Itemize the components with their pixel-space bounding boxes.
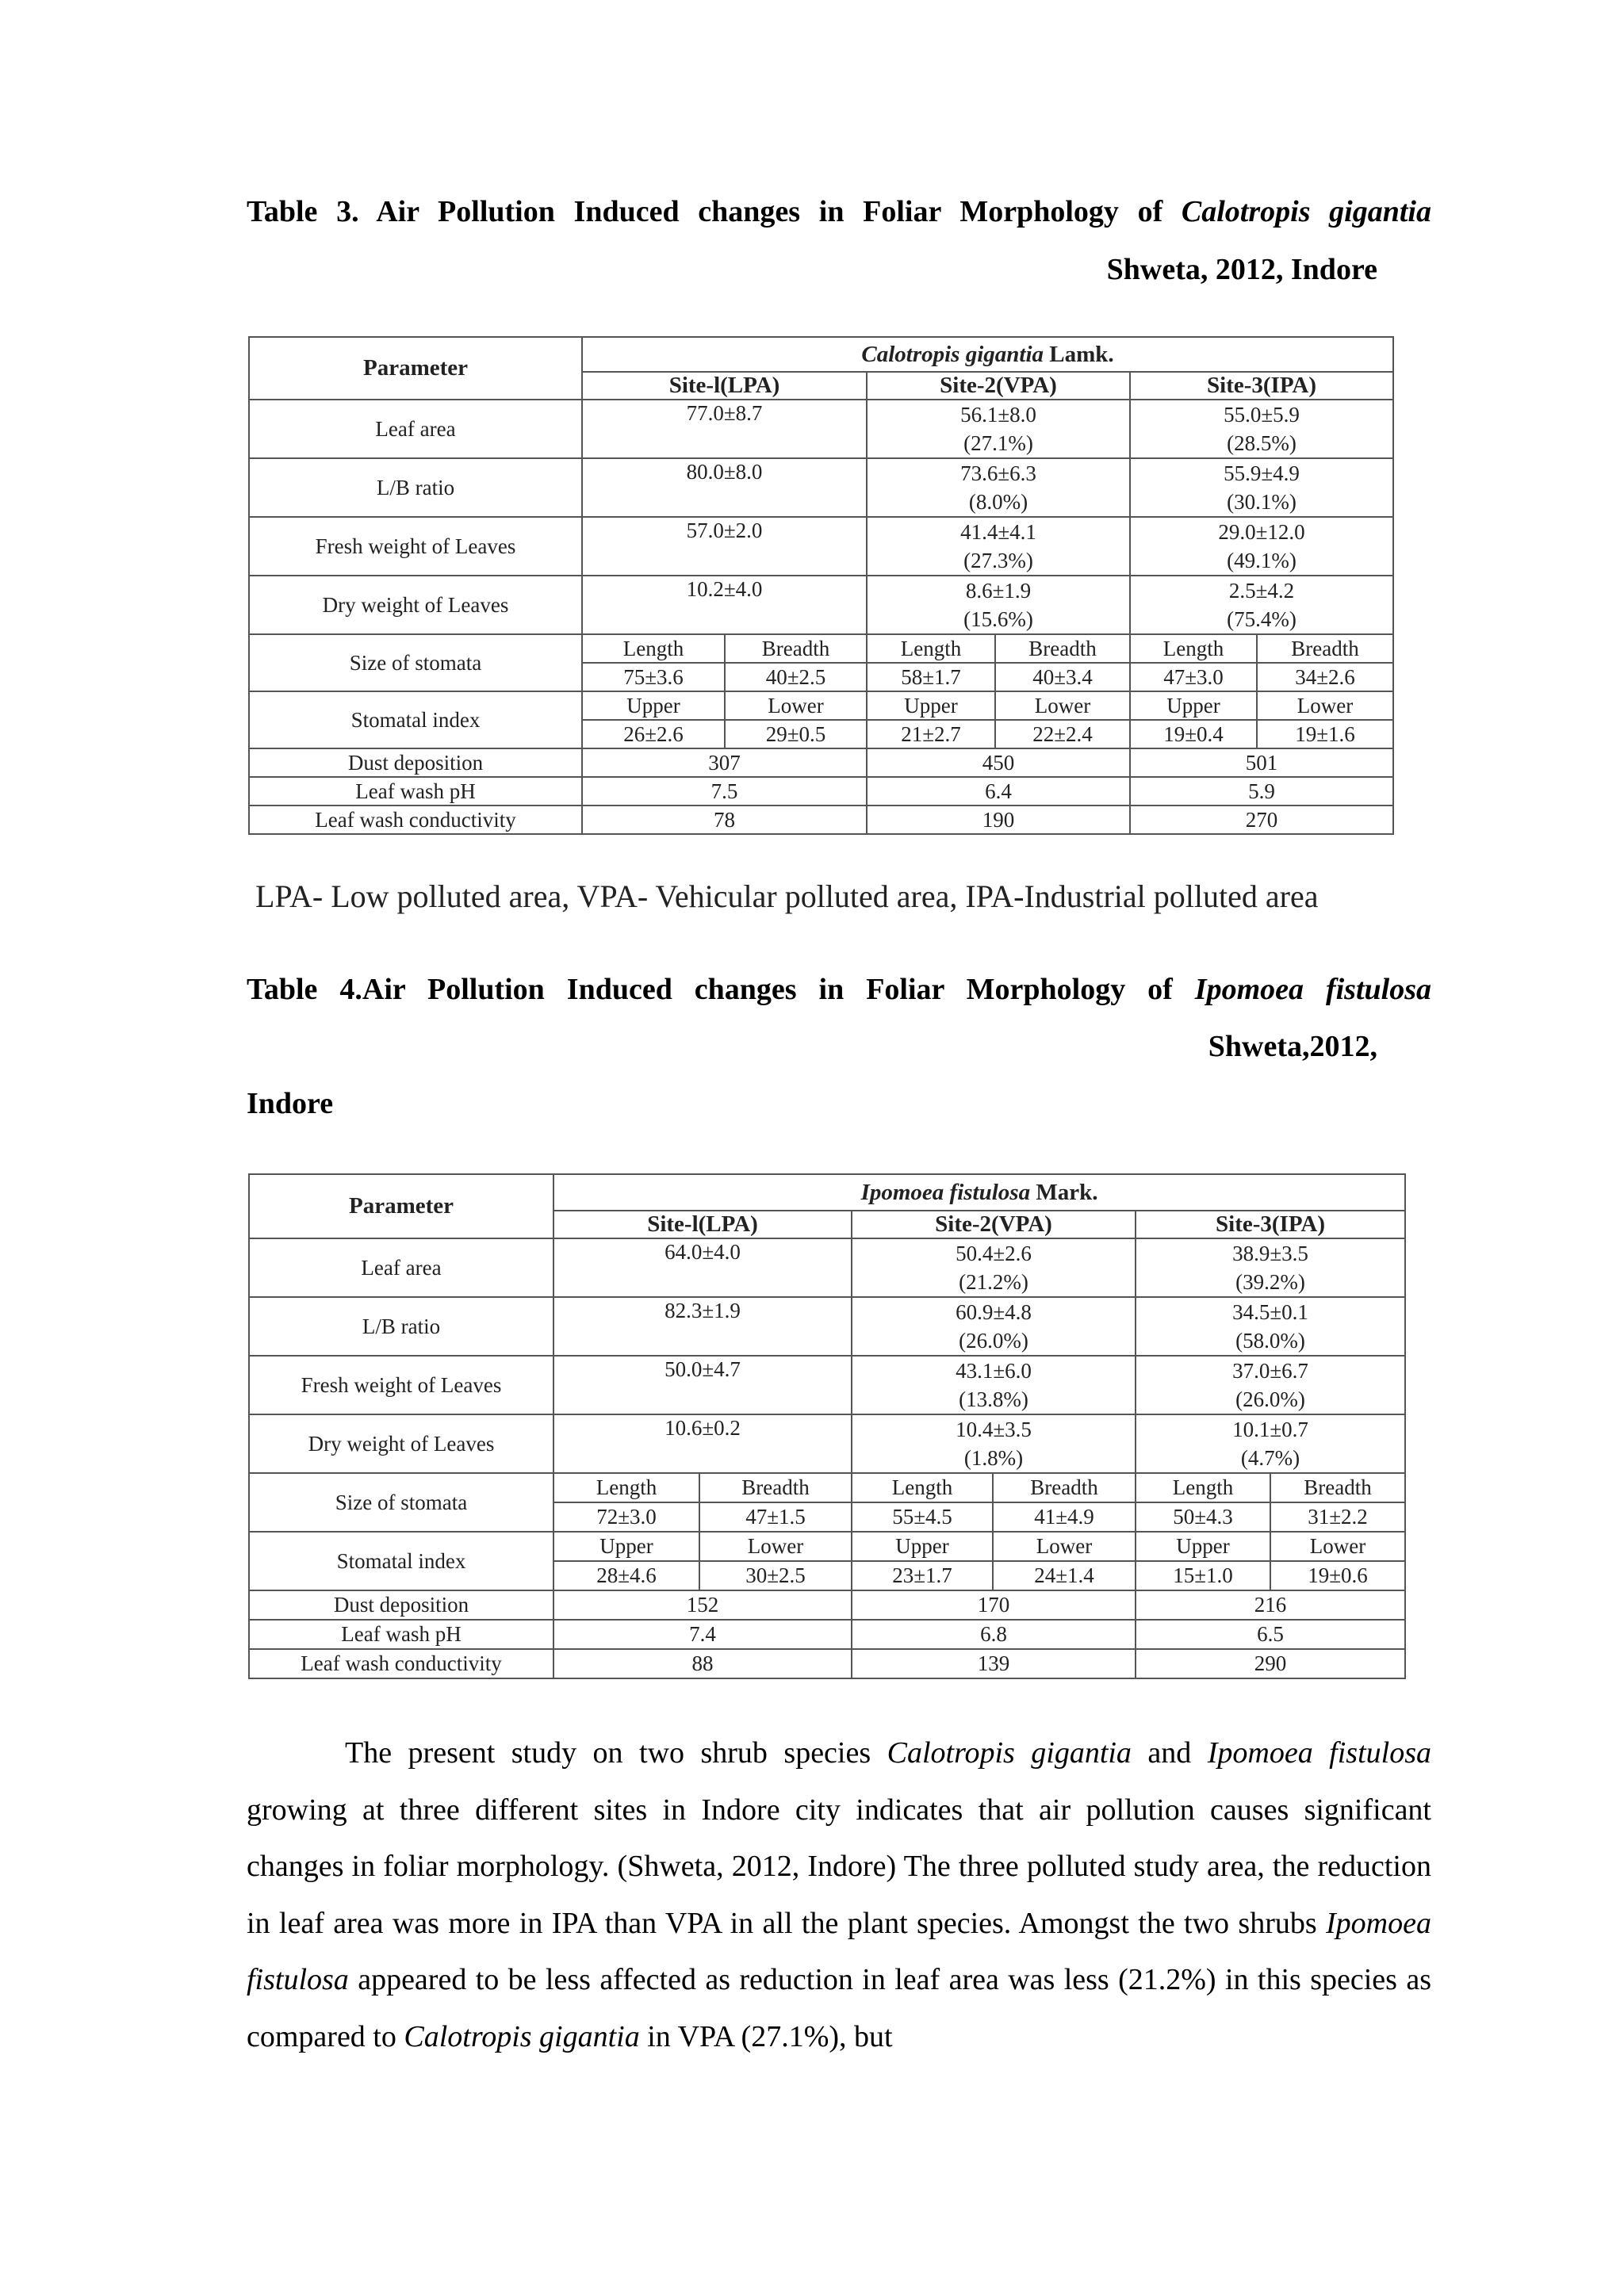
paragraph-text: appeared to be less affected as reduction in leaf area was less (21.2%) in this species as compared to	[247, 1963, 1431, 2053]
sub-column-label: Breadth	[993, 1473, 1136, 1502]
sub-column-label: Lower	[1270, 1532, 1405, 1561]
site2-value: 170	[852, 1590, 1136, 1620]
species-authority: Lamk.	[1044, 341, 1114, 367]
sub-column-value: 15±1.0	[1136, 1561, 1270, 1590]
table4-caption-source2: Indore	[247, 1087, 334, 1120]
site1-value: 57.0±2.0	[582, 517, 867, 576]
site-header: Site-l(LPA)	[553, 1211, 852, 1238]
sub-column-value: 26±2.6	[582, 720, 725, 748]
site3-percent: (30.1%)	[1130, 488, 1393, 517]
sub-column-value: 72±3.0	[553, 1502, 699, 1532]
parameter-label: Fresh weight of Leaves	[249, 1356, 553, 1414]
paragraph-text: The present study on two shrub species	[345, 1736, 887, 1770]
parameter-label: L/B ratio	[249, 458, 582, 517]
sub-column-value: 31±2.2	[1270, 1502, 1405, 1532]
site3-percent: (49.1%)	[1130, 546, 1393, 576]
sub-column-value: 22±2.4	[995, 720, 1130, 748]
parameter-label: Dust deposition	[249, 748, 582, 777]
site3-value: 29.0±12.0	[1130, 517, 1393, 546]
species-name: Calotropis gigantia	[861, 341, 1044, 367]
sub-column-label: Lower	[993, 1532, 1136, 1561]
sub-column-label: Lower	[1257, 691, 1393, 720]
site1-value: 50.0±4.7	[553, 1356, 852, 1414]
site1-value: 78	[582, 806, 867, 834]
site1-value: 10.2±4.0	[582, 576, 867, 634]
site-header: Site-3(IPA)	[1136, 1211, 1405, 1238]
site1-value: 88	[553, 1649, 852, 1678]
species-header	[553, 1174, 1405, 1211]
sub-column-value: 75±3.6	[582, 663, 725, 691]
paragraph-text: growing at three different sites in Indore city indicates that air pollution causes significant changes in foliar morphology. (Shweta, 2012, Indore) The three polluted study area, the reduction in leaf area was more in IPA than VPA in all the plant species. Amongst the two shrubs	[247, 1793, 1431, 1940]
site1-value: 64.0±4.0	[553, 1238, 852, 1297]
table3	[248, 336, 1394, 835]
site3-percent: (39.2%)	[1136, 1268, 1405, 1297]
site1-value: 10.6±0.2	[553, 1414, 852, 1473]
table4-caption	[247, 972, 1431, 1007]
site-header: Site-l(LPA)	[582, 372, 867, 400]
sub-column-label: Breadth	[1257, 634, 1393, 663]
parameter-label: L/B ratio	[249, 1297, 553, 1356]
paragraph-species: Ipomoea fistulosa	[1207, 1736, 1431, 1770]
sub-column-label: Upper	[1130, 691, 1257, 720]
site2-value: 73.6±6.3	[867, 458, 1130, 488]
site3-value: 290	[1136, 1649, 1405, 1678]
table3-caption-source: Shweta, 2012, Indore	[1106, 253, 1377, 286]
sub-column-label: Breadth	[1270, 1473, 1405, 1502]
site3-value: 6.5	[1136, 1620, 1405, 1649]
site1-value: 7.4	[553, 1620, 852, 1649]
sub-column-value: 58±1.7	[867, 663, 995, 691]
site2-value: 190	[867, 806, 1130, 834]
sub-column-value: 30±2.5	[699, 1561, 852, 1590]
paragraph-text: and	[1131, 1736, 1208, 1770]
sub-column-label: Breadth	[725, 634, 867, 663]
site3-percent: (28.5%)	[1130, 429, 1393, 458]
table4	[248, 1173, 1406, 1679]
sub-column-value: 47±3.0	[1130, 663, 1257, 691]
sub-column-value: 21±2.7	[867, 720, 995, 748]
parameter-label: Dry weight of Leaves	[249, 1414, 553, 1473]
site1-value: 82.3±1.9	[553, 1297, 852, 1356]
sub-column-label: Length	[582, 634, 725, 663]
table3-caption	[247, 194, 1431, 229]
parameter-label: Leaf wash pH	[249, 1620, 553, 1649]
parameter-header: Parameter	[249, 337, 582, 400]
site3-value: 216	[1136, 1590, 1405, 1620]
site2-percent: (13.8%)	[852, 1385, 1136, 1414]
sub-column-label: Breadth	[995, 634, 1130, 663]
site1-value: 7.5	[582, 777, 867, 806]
site2-percent: (15.6%)	[867, 605, 1130, 634]
sub-column-label: Upper	[852, 1532, 993, 1561]
table4-caption-source: Shweta,2012,	[1208, 1030, 1377, 1063]
parameter-label: Fresh weight of Leaves	[249, 517, 582, 576]
sub-column-value: 34±2.6	[1257, 663, 1393, 691]
site-header: Site-2(VPA)	[852, 1211, 1136, 1238]
site2-percent: (8.0%)	[867, 488, 1130, 517]
sub-column-value: 50±4.3	[1136, 1502, 1270, 1532]
sub-column-value: 29±0.5	[725, 720, 867, 748]
parameter-label: Leaf area	[249, 1238, 553, 1297]
abbreviation-legend: LPA- Low polluted area, VPA- Vehicular polluted area, IPA-Industrial polluted area	[255, 878, 1319, 914]
site2-value: 43.1±6.0	[852, 1356, 1136, 1385]
species-authority: Mark.	[1030, 1179, 1098, 1205]
parameter-header: Parameter	[249, 1174, 553, 1238]
sub-column-label: Upper	[553, 1532, 699, 1561]
parameter-label: Leaf wash pH	[249, 777, 582, 806]
site3-value: 55.9±4.9	[1130, 458, 1393, 488]
site3-value: 55.0±5.9	[1130, 400, 1393, 429]
sub-column-label: Lower	[995, 691, 1130, 720]
site3-percent: (26.0%)	[1136, 1385, 1405, 1414]
site2-percent: (27.3%)	[867, 546, 1130, 576]
parameter-label: Stomatal index	[249, 1532, 553, 1590]
species-header	[582, 337, 1393, 372]
paragraph-species: Ipomoea fistulosa	[247, 1906, 1431, 1997]
site2-value: 8.6±1.9	[867, 576, 1130, 605]
site3-value: 38.9±3.5	[1136, 1238, 1405, 1268]
site2-value: 6.4	[867, 777, 1130, 806]
sub-column-value: 47±1.5	[699, 1502, 852, 1532]
site-header: Site-3(IPA)	[1130, 372, 1393, 400]
paragraph-species: Calotropis gigantia	[404, 2019, 640, 2053]
sub-column-label: Length	[852, 1473, 993, 1502]
site3-percent: (4.7%)	[1136, 1444, 1405, 1473]
site2-percent: (26.0%)	[852, 1326, 1136, 1356]
site3-percent: (75.4%)	[1130, 605, 1393, 634]
sub-column-label: Upper	[1136, 1532, 1270, 1561]
sub-column-value: 41±4.9	[993, 1502, 1136, 1532]
sub-column-label: Length	[1130, 634, 1257, 663]
sub-column-value: 23±1.7	[852, 1561, 993, 1590]
table4-caption-text: Table 4.Air Pollution Induced changes in Foliar Morphology of	[247, 973, 1195, 1006]
sub-column-label: Lower	[725, 691, 867, 720]
table3-body	[249, 337, 1393, 834]
sub-column-value: 40±2.5	[725, 663, 867, 691]
table4-caption-species: Ipomoea fistulosa	[1194, 973, 1432, 1006]
site2-value: 60.9±4.8	[852, 1297, 1136, 1326]
site2-value: 139	[852, 1649, 1136, 1678]
sub-column-value: 19±0.6	[1270, 1561, 1405, 1590]
paragraph-species: Calotropis gigantia	[887, 1736, 1132, 1770]
table3-caption-species: Calotropis gigantia	[1181, 195, 1431, 228]
species-name: Ipomoea fistulosa	[860, 1179, 1031, 1205]
site3-value: 10.1±0.7	[1136, 1414, 1405, 1444]
sub-column-label: Length	[553, 1473, 699, 1502]
site2-value: 10.4±3.5	[852, 1414, 1136, 1444]
site2-value: 50.4±2.6	[852, 1238, 1136, 1268]
site2-value: 41.4±4.1	[867, 517, 1130, 546]
site3-value: 2.5±4.2	[1130, 576, 1393, 605]
site1-value: 152	[553, 1590, 852, 1620]
site3-value: 5.9	[1130, 777, 1393, 806]
site1-value: 80.0±8.0	[582, 458, 867, 517]
sub-column-label: Length	[867, 634, 995, 663]
site3-value: 270	[1130, 806, 1393, 834]
table4-body	[249, 1174, 1405, 1678]
sub-column-value: 19±0.4	[1130, 720, 1257, 748]
site3-percent: (58.0%)	[1136, 1326, 1405, 1356]
site2-value: 6.8	[852, 1620, 1136, 1649]
parameter-label: Stomatal index	[249, 691, 582, 748]
table3-caption-text: Table 3. Air Pollution Induced changes in Foliar Morphology of	[247, 195, 1182, 228]
site2-value: 56.1±8.0	[867, 400, 1130, 429]
body-paragraph	[247, 1725, 1431, 2066]
site1-value: 77.0±8.7	[582, 400, 867, 458]
parameter-label: Leaf wash conductivity	[249, 806, 582, 834]
sub-column-label: Upper	[867, 691, 995, 720]
parameter-label: Leaf area	[249, 400, 582, 458]
site3-value: 34.5±0.1	[1136, 1297, 1405, 1326]
parameter-label: Dust deposition	[249, 1590, 553, 1620]
paragraph-text: in VPA (27.1%), but	[639, 2019, 893, 2053]
sub-column-value: 24±1.4	[993, 1561, 1136, 1590]
site2-percent: (21.2%)	[852, 1268, 1136, 1297]
parameter-label: Dry weight of Leaves	[249, 576, 582, 634]
parameter-label: Size of stomata	[249, 634, 582, 691]
parameter-label: Size of stomata	[249, 1473, 553, 1532]
site-header: Site-2(VPA)	[867, 372, 1130, 400]
site3-value: 501	[1130, 748, 1393, 777]
sub-column-value: 19±1.6	[1257, 720, 1393, 748]
sub-column-label: Breadth	[699, 1473, 852, 1502]
parameter-label: Leaf wash conductivity	[249, 1649, 553, 1678]
sub-column-value: 28±4.6	[553, 1561, 699, 1590]
sub-column-value: 55±4.5	[852, 1502, 993, 1532]
site3-value: 37.0±6.7	[1136, 1356, 1405, 1385]
sub-column-label: Lower	[699, 1532, 852, 1561]
site2-value: 450	[867, 748, 1130, 777]
site2-percent: (27.1%)	[867, 429, 1130, 458]
site2-percent: (1.8%)	[852, 1444, 1136, 1473]
sub-column-label: Upper	[582, 691, 725, 720]
site1-value: 307	[582, 748, 867, 777]
sub-column-label: Length	[1136, 1473, 1270, 1502]
sub-column-value: 40±3.4	[995, 663, 1130, 691]
